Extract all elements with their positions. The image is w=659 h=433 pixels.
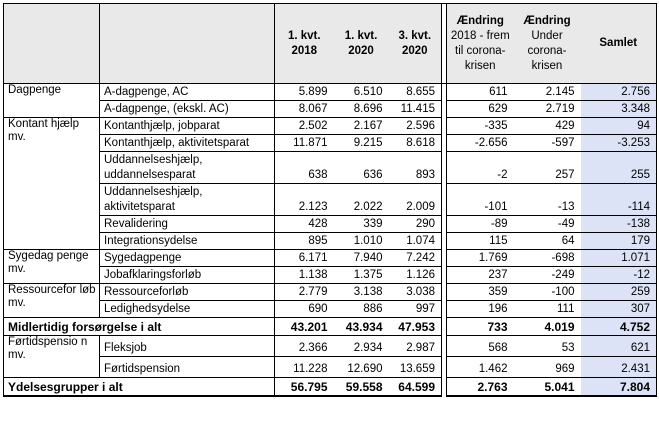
cell-change-during: -100	[514, 284, 581, 301]
cell-q1-2018: 428	[275, 216, 334, 233]
cell-change-during: 2.145	[514, 84, 581, 101]
cell-q1-2018: 11.871	[275, 135, 334, 152]
cell-change-during: 2.719	[514, 101, 581, 118]
group-label-dagpenge: Dagpenge	[4, 84, 100, 118]
cell-q1-2018: 2.779	[275, 284, 334, 301]
row-label: Sygedagpenge	[100, 250, 275, 267]
cell-q3-2020: 2.596	[389, 118, 442, 135]
cell-change-during: 111	[514, 301, 581, 318]
cell-q1-2018: 11.228	[275, 357, 334, 378]
cell-change-pre: 629	[447, 101, 514, 118]
cell-change-during: -249	[514, 267, 581, 284]
cell-change-during: 429	[514, 118, 581, 135]
cell-q3-2020: 290	[389, 216, 442, 233]
cell-q3-2020: 13.659	[389, 357, 442, 378]
cell-change-during: -49	[514, 216, 581, 233]
cell-q1-2020: 8.696	[334, 101, 389, 118]
cell-total: 307	[581, 301, 657, 318]
cell-q1-2020: 9.215	[334, 135, 389, 152]
table-row	[4, 135, 657, 152]
cell-q1-2020: 636	[334, 152, 389, 184]
cell-total: 255	[581, 152, 657, 184]
cell-change-pre: -89	[447, 216, 514, 233]
group-label-ressource: Ressourcefor løb mv.	[4, 284, 100, 318]
group-label-fortids: Førtidspensio n mv.	[4, 336, 100, 378]
cell-q3-2020: 8.618	[389, 135, 442, 152]
header-change-pre	[447, 4, 514, 84]
header-blank-label	[100, 4, 275, 84]
cell-change-pre: -2.656	[447, 135, 514, 152]
cell-change-pre: 237	[447, 267, 514, 284]
cell-change-pre: 196	[447, 301, 514, 318]
table-row	[4, 357, 657, 378]
cell-total: 3.348	[581, 101, 657, 118]
row-label: Uddannelseshjælp, uddannelsesparat	[100, 152, 275, 184]
header-change-during-sub: Under corona- krisen	[527, 29, 567, 72]
header-total: Samlet	[581, 4, 657, 84]
cell-change-pre: -2	[447, 152, 514, 184]
cell-total: 2.756	[581, 84, 657, 101]
cell-total: 179	[581, 233, 657, 250]
cell-q1-2020: 1.010	[334, 233, 389, 250]
cell-q1-2020: 7.940	[334, 250, 389, 267]
cell-change-pre: 611	[447, 84, 514, 101]
header-change-during-title: Ændring	[523, 14, 571, 27]
header-q1-2018: 1. kvt. 2018	[275, 4, 334, 84]
total-q1-2018: 56.795	[275, 378, 334, 397]
table-row	[4, 152, 657, 184]
cell-change-during: 257	[514, 152, 581, 184]
table-row	[4, 184, 657, 216]
cell-q1-2020: 2.022	[334, 184, 389, 216]
table-row	[4, 284, 657, 301]
table-row	[4, 301, 657, 318]
cell-total: 2.431	[581, 357, 657, 378]
header-change-pre-sub: 2018 - frem til corona- krisen	[450, 29, 510, 72]
cell-q1-2018: 2.502	[275, 118, 334, 135]
table-row	[4, 336, 657, 357]
row-label: Integrationsydelse	[100, 233, 275, 250]
row-label: Revalidering	[100, 216, 275, 233]
total-total: 4.752	[581, 318, 657, 336]
cell-change-pre: 568	[447, 336, 514, 357]
cell-q1-2020: 6.510	[334, 84, 389, 101]
cell-total: 621	[581, 336, 657, 357]
cell-q1-2018: 690	[275, 301, 334, 318]
total-change-pre: 2.763	[447, 378, 514, 397]
cell-q1-2020: 1.375	[334, 267, 389, 284]
cell-q1-2018: 638	[275, 152, 334, 184]
cell-change-pre: 1.769	[447, 250, 514, 267]
row-label: Fleksjob	[100, 336, 275, 357]
header-row	[4, 4, 657, 84]
row-label: Kontanthjælp, jobparat	[100, 118, 275, 135]
total-total: 7.804	[581, 378, 657, 397]
cell-q3-2020: 1.126	[389, 267, 442, 284]
group-label-kontant: Kontant hjælp mv.	[4, 118, 100, 250]
row-label: A-dagpenge, (ekskl. AC)	[100, 101, 275, 118]
cell-q3-2020: 1.074	[389, 233, 442, 250]
cell-q1-2018: 2.366	[275, 336, 334, 357]
row-label: A-dagpenge, AC	[100, 84, 275, 101]
table-row	[4, 84, 657, 101]
table-row	[4, 216, 657, 233]
cell-total: -3.253	[581, 135, 657, 152]
row-label: Ledighedsydelse	[100, 301, 275, 318]
total-q3-2020: 64.599	[389, 378, 442, 397]
total-q1-2020: 43.934	[334, 318, 389, 336]
total-change-during: 4.019	[514, 318, 581, 336]
total-change-pre: 733	[447, 318, 514, 336]
cell-total: 94	[581, 118, 657, 135]
cell-q3-2020: 2.009	[389, 184, 442, 216]
cell-q1-2018: 5.899	[275, 84, 334, 101]
row-label: Kontanthjælp, aktivitetsparat	[100, 135, 275, 152]
cell-q1-2018: 2.123	[275, 184, 334, 216]
cell-q1-2020: 2.934	[334, 336, 389, 357]
cell-total: 259	[581, 284, 657, 301]
cell-change-during: -698	[514, 250, 581, 267]
table-row	[4, 101, 657, 118]
cell-change-during: 53	[514, 336, 581, 357]
total-label-ydelses: Ydelsesgrupper i alt	[4, 378, 275, 397]
cell-change-during: 969	[514, 357, 581, 378]
header-q3-2020: 3. kvt. 2020	[389, 4, 442, 84]
cell-q3-2020: 11.415	[389, 101, 442, 118]
cell-q3-2020: 8.655	[389, 84, 442, 101]
cell-q1-2020: 3.138	[334, 284, 389, 301]
header-change-during	[514, 4, 581, 84]
cell-change-pre: 359	[447, 284, 514, 301]
cell-q1-2020: 12.690	[334, 357, 389, 378]
benefits-table	[3, 3, 657, 397]
row-label: Uddannelseshjælp, aktivitetsparat	[100, 184, 275, 216]
table-row	[4, 233, 657, 250]
cell-q1-2018: 6.171	[275, 250, 334, 267]
cell-change-pre: 115	[447, 233, 514, 250]
total-q1-2018: 43.201	[275, 318, 334, 336]
cell-q1-2020: 886	[334, 301, 389, 318]
cell-total: -114	[581, 184, 657, 216]
row-label: Førtidspension	[100, 357, 275, 378]
group-label-sygedag: Sygedag penge mv.	[4, 250, 100, 284]
cell-total: -12	[581, 267, 657, 284]
cell-q3-2020: 7.242	[389, 250, 442, 267]
cell-change-during: -597	[514, 135, 581, 152]
total-change-during: 5.041	[514, 378, 581, 397]
cell-q3-2020: 3.038	[389, 284, 442, 301]
total-label-midlertidig: Midlertidig forsørgelse i alt	[4, 318, 275, 336]
cell-q3-2020: 997	[389, 301, 442, 318]
cell-q1-2020: 339	[334, 216, 389, 233]
grand-total-row	[4, 378, 657, 397]
total-q3-2020: 47.953	[389, 318, 442, 336]
header-q1-2020: 1. kvt. 2020	[334, 4, 389, 84]
cell-change-pre: -335	[447, 118, 514, 135]
cell-change-during: 64	[514, 233, 581, 250]
table-row	[4, 118, 657, 135]
row-label: Jobafklaringsforløb	[100, 267, 275, 284]
cell-q1-2018: 8.067	[275, 101, 334, 118]
header-change-pre-title: Ændring	[456, 14, 504, 27]
cell-change-during: -13	[514, 184, 581, 216]
row-label: Ressourceforløb	[100, 284, 275, 301]
cell-change-pre: 1.462	[447, 357, 514, 378]
cell-change-pre: -101	[447, 184, 514, 216]
cell-total: 1.071	[581, 250, 657, 267]
total-q1-2020: 59.558	[334, 378, 389, 397]
table-row	[4, 267, 657, 284]
cell-q1-2018: 1.138	[275, 267, 334, 284]
cell-q3-2020: 2.987	[389, 336, 442, 357]
total-row	[4, 318, 657, 336]
header-blank-group	[4, 4, 100, 84]
cell-q1-2020: 2.167	[334, 118, 389, 135]
table-row	[4, 250, 657, 267]
cell-total: -138	[581, 216, 657, 233]
cell-q1-2018: 895	[275, 233, 334, 250]
cell-q3-2020: 893	[389, 152, 442, 184]
